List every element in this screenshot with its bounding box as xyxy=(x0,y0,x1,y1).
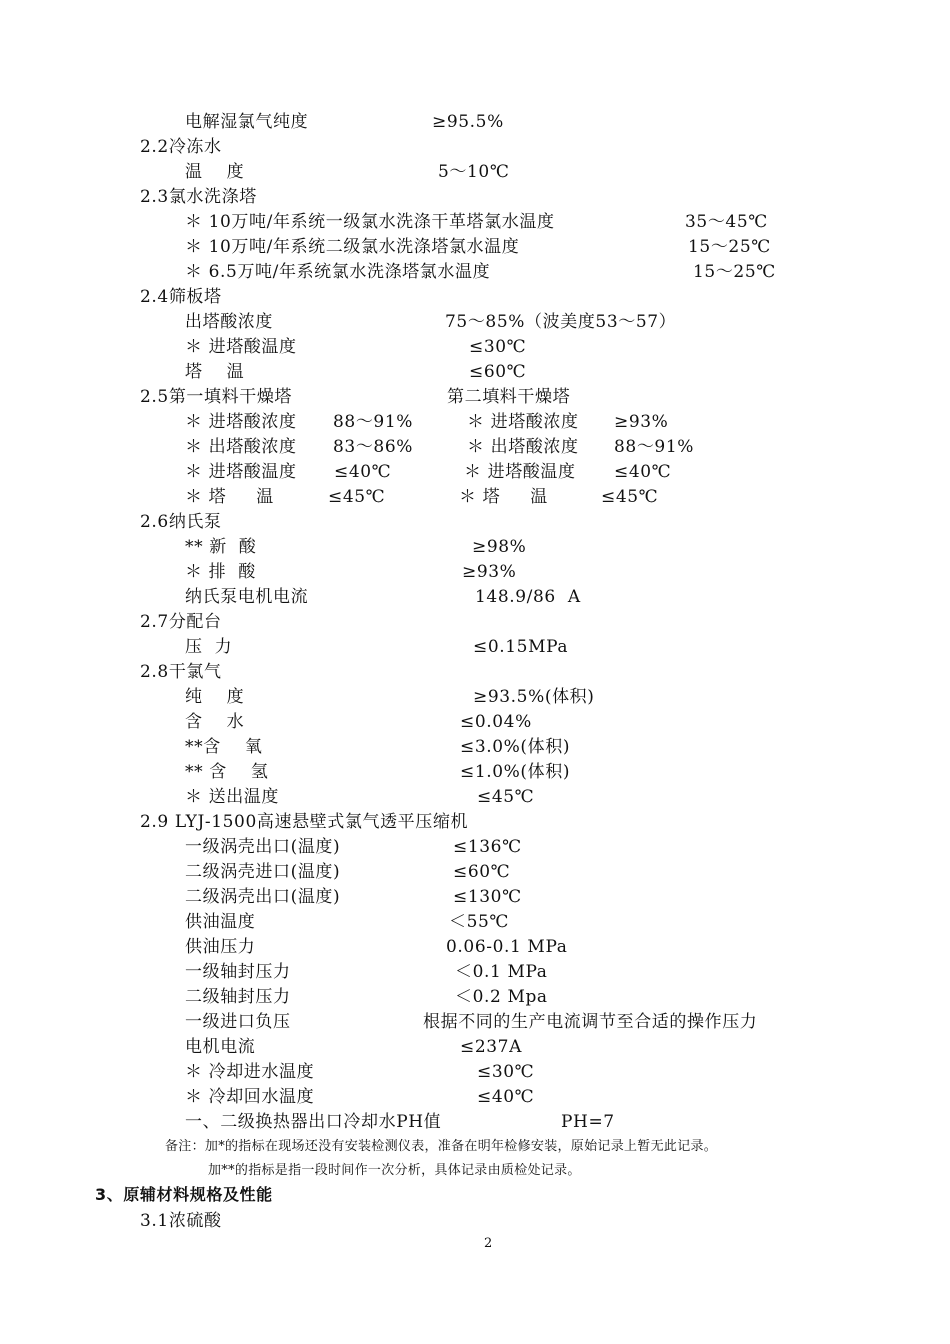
page-number: 2 xyxy=(484,1236,493,1251)
section-heading: 2.8干氯气 xyxy=(140,662,222,682)
remark-note: 加**的指标是指一段时间作一次分析，具体记录由质检处记录。 xyxy=(208,1163,581,1178)
item-value: ≤40℃ xyxy=(614,462,672,482)
item-label: 出塔酸浓度 xyxy=(185,312,273,332)
item-value: ≤40℃ xyxy=(477,1087,535,1107)
item-value: ≥95.5% xyxy=(432,112,504,132)
item-label: 温 度 xyxy=(185,162,245,182)
section-heading: 2.4筛板塔 xyxy=(140,287,222,307)
item-label: ＊ 冷却进水温度 xyxy=(185,1062,315,1082)
section-heading: 2.5第一填料干燥塔 xyxy=(140,387,293,407)
item-value: ≤30℃ xyxy=(477,1062,535,1082)
item-value: ≤237A xyxy=(460,1037,522,1057)
item-value: ≤0.15MPa xyxy=(473,637,569,657)
item-label: **含 氧 xyxy=(185,737,263,757)
item-label: ＊ 6.5万吨/年系统氯水洗涤塔氯水温度 xyxy=(185,262,491,282)
item-value: ≤45℃ xyxy=(601,487,659,507)
item-label: 一级涡壳出口(温度) xyxy=(185,837,341,857)
item-value: 根据不同的生产电流调节至合适的操作压力 xyxy=(423,1012,758,1032)
item-value: 88～91% xyxy=(614,437,695,457)
item-label: ＊ 10万吨/年系统一级氯水洗涤干革塔氯水温度 xyxy=(185,212,555,232)
item-value: ≤0.04% xyxy=(460,712,532,732)
item-value: 15～25℃ xyxy=(688,237,771,257)
item-value: ≤45℃ xyxy=(328,487,386,507)
item-value: 35～45℃ xyxy=(685,212,768,232)
item-label: ＊ 排 酸 xyxy=(185,562,256,582)
item-label: ＊ 出塔酸浓度 xyxy=(467,437,579,457)
item-value: 88～91% xyxy=(333,412,414,432)
item-value: ≤60℃ xyxy=(469,362,527,382)
item-value: ≥98% xyxy=(472,537,527,557)
item-value: ＜55℃ xyxy=(449,912,510,932)
section-heading: 2.2冷冻水 xyxy=(140,137,222,157)
item-label: ＊ 进塔酸温度 xyxy=(464,462,576,482)
item-label: ＊ 冷却回水温度 xyxy=(185,1087,315,1107)
section-heading: 2.9 LYJ-1500高速悬壁式氯气透平压缩机 xyxy=(140,812,469,832)
item-label: ＊ 进塔酸温度 xyxy=(185,462,297,482)
item-label: 含 水 xyxy=(185,712,245,732)
item-value: ≤45℃ xyxy=(477,787,535,807)
item-label: 二级轴封压力 xyxy=(185,987,291,1007)
item-value: ≤60℃ xyxy=(453,862,511,882)
item-label: 电机电流 xyxy=(185,1037,256,1057)
item-label: ＊ 出塔酸浓度 xyxy=(185,437,297,457)
item-value: ≤3.0%(体积) xyxy=(460,737,571,757)
item-value: 5～10℃ xyxy=(438,162,510,182)
item-label: 电解湿氯气纯度 xyxy=(185,112,309,132)
item-label: ＊ 10万吨/年系统二级氯水洗涤塔氯水温度 xyxy=(185,237,520,257)
item-label: ＊ 进塔酸浓度 xyxy=(467,412,579,432)
item-label: 二级涡壳进口(温度) xyxy=(185,862,341,882)
item-label: 纯 度 xyxy=(185,687,245,707)
item-value: 75～85%（波美度53～57） xyxy=(445,312,677,332)
item-value: 83～86% xyxy=(333,437,414,457)
item-label: ＊ 送出温度 xyxy=(185,787,280,807)
item-label: 供油温度 xyxy=(185,912,256,932)
item-value: ≤130℃ xyxy=(453,887,522,907)
item-label: 一级轴封压力 xyxy=(185,962,291,982)
item-label: 一级进口负压 xyxy=(185,1012,291,1032)
item-value: ＜0.1 MPa xyxy=(455,962,548,982)
item-value: ≥93% xyxy=(462,562,517,582)
item-label: 塔 温 xyxy=(185,362,245,382)
chapter-heading: 3、原辅材料规格及性能 xyxy=(95,1185,273,1204)
item-value: 0.06-0.1 MPa xyxy=(446,937,568,957)
item-label: 一、二级换热器出口冷却水PH值 xyxy=(185,1112,442,1132)
item-label: ＊ 进塔酸温度 xyxy=(185,337,297,357)
section-heading: 3.1浓硫酸 xyxy=(140,1211,222,1231)
item-value: ≥93.5%(体积) xyxy=(473,687,595,707)
section-heading: 2.6纳氏泵 xyxy=(140,512,222,532)
item-label: 压 力 xyxy=(185,637,233,657)
item-label: 纳氏泵电机电流 xyxy=(185,587,309,607)
item-label: ＊ 塔 温 xyxy=(459,487,548,507)
item-value: PH=7 xyxy=(561,1112,615,1132)
item-value: ≤40℃ xyxy=(334,462,392,482)
item-value: 15～25℃ xyxy=(693,262,776,282)
item-label: ＊ 塔 温 xyxy=(185,487,274,507)
item-label: 供油压力 xyxy=(185,937,256,957)
remark-note: 备注：加*的指标在现场还没有安装检测仪表，准备在明年检修安装，原始记录上暂无此记录。 xyxy=(165,1139,718,1154)
section-heading: 2.7分配台 xyxy=(140,612,222,632)
item-label: 二级涡壳出口(温度) xyxy=(185,887,341,907)
item-value: ≥93% xyxy=(614,412,669,432)
section-heading: 第二填料干燥塔 xyxy=(447,387,571,407)
item-value: 148.9/86 A xyxy=(475,587,581,607)
section-heading: 2.3氯水洗涤塔 xyxy=(140,187,257,207)
item-value: ≤30℃ xyxy=(469,337,527,357)
item-value: ＜0.2 Mpa xyxy=(455,987,548,1007)
item-label: ** 新 酸 xyxy=(185,537,257,557)
item-value: ≤1.0%(体积) xyxy=(460,762,571,782)
item-label: ＊ 进塔酸浓度 xyxy=(185,412,297,432)
item-label: ** 含 氢 xyxy=(185,762,269,782)
item-value: ≤136℃ xyxy=(453,837,522,857)
